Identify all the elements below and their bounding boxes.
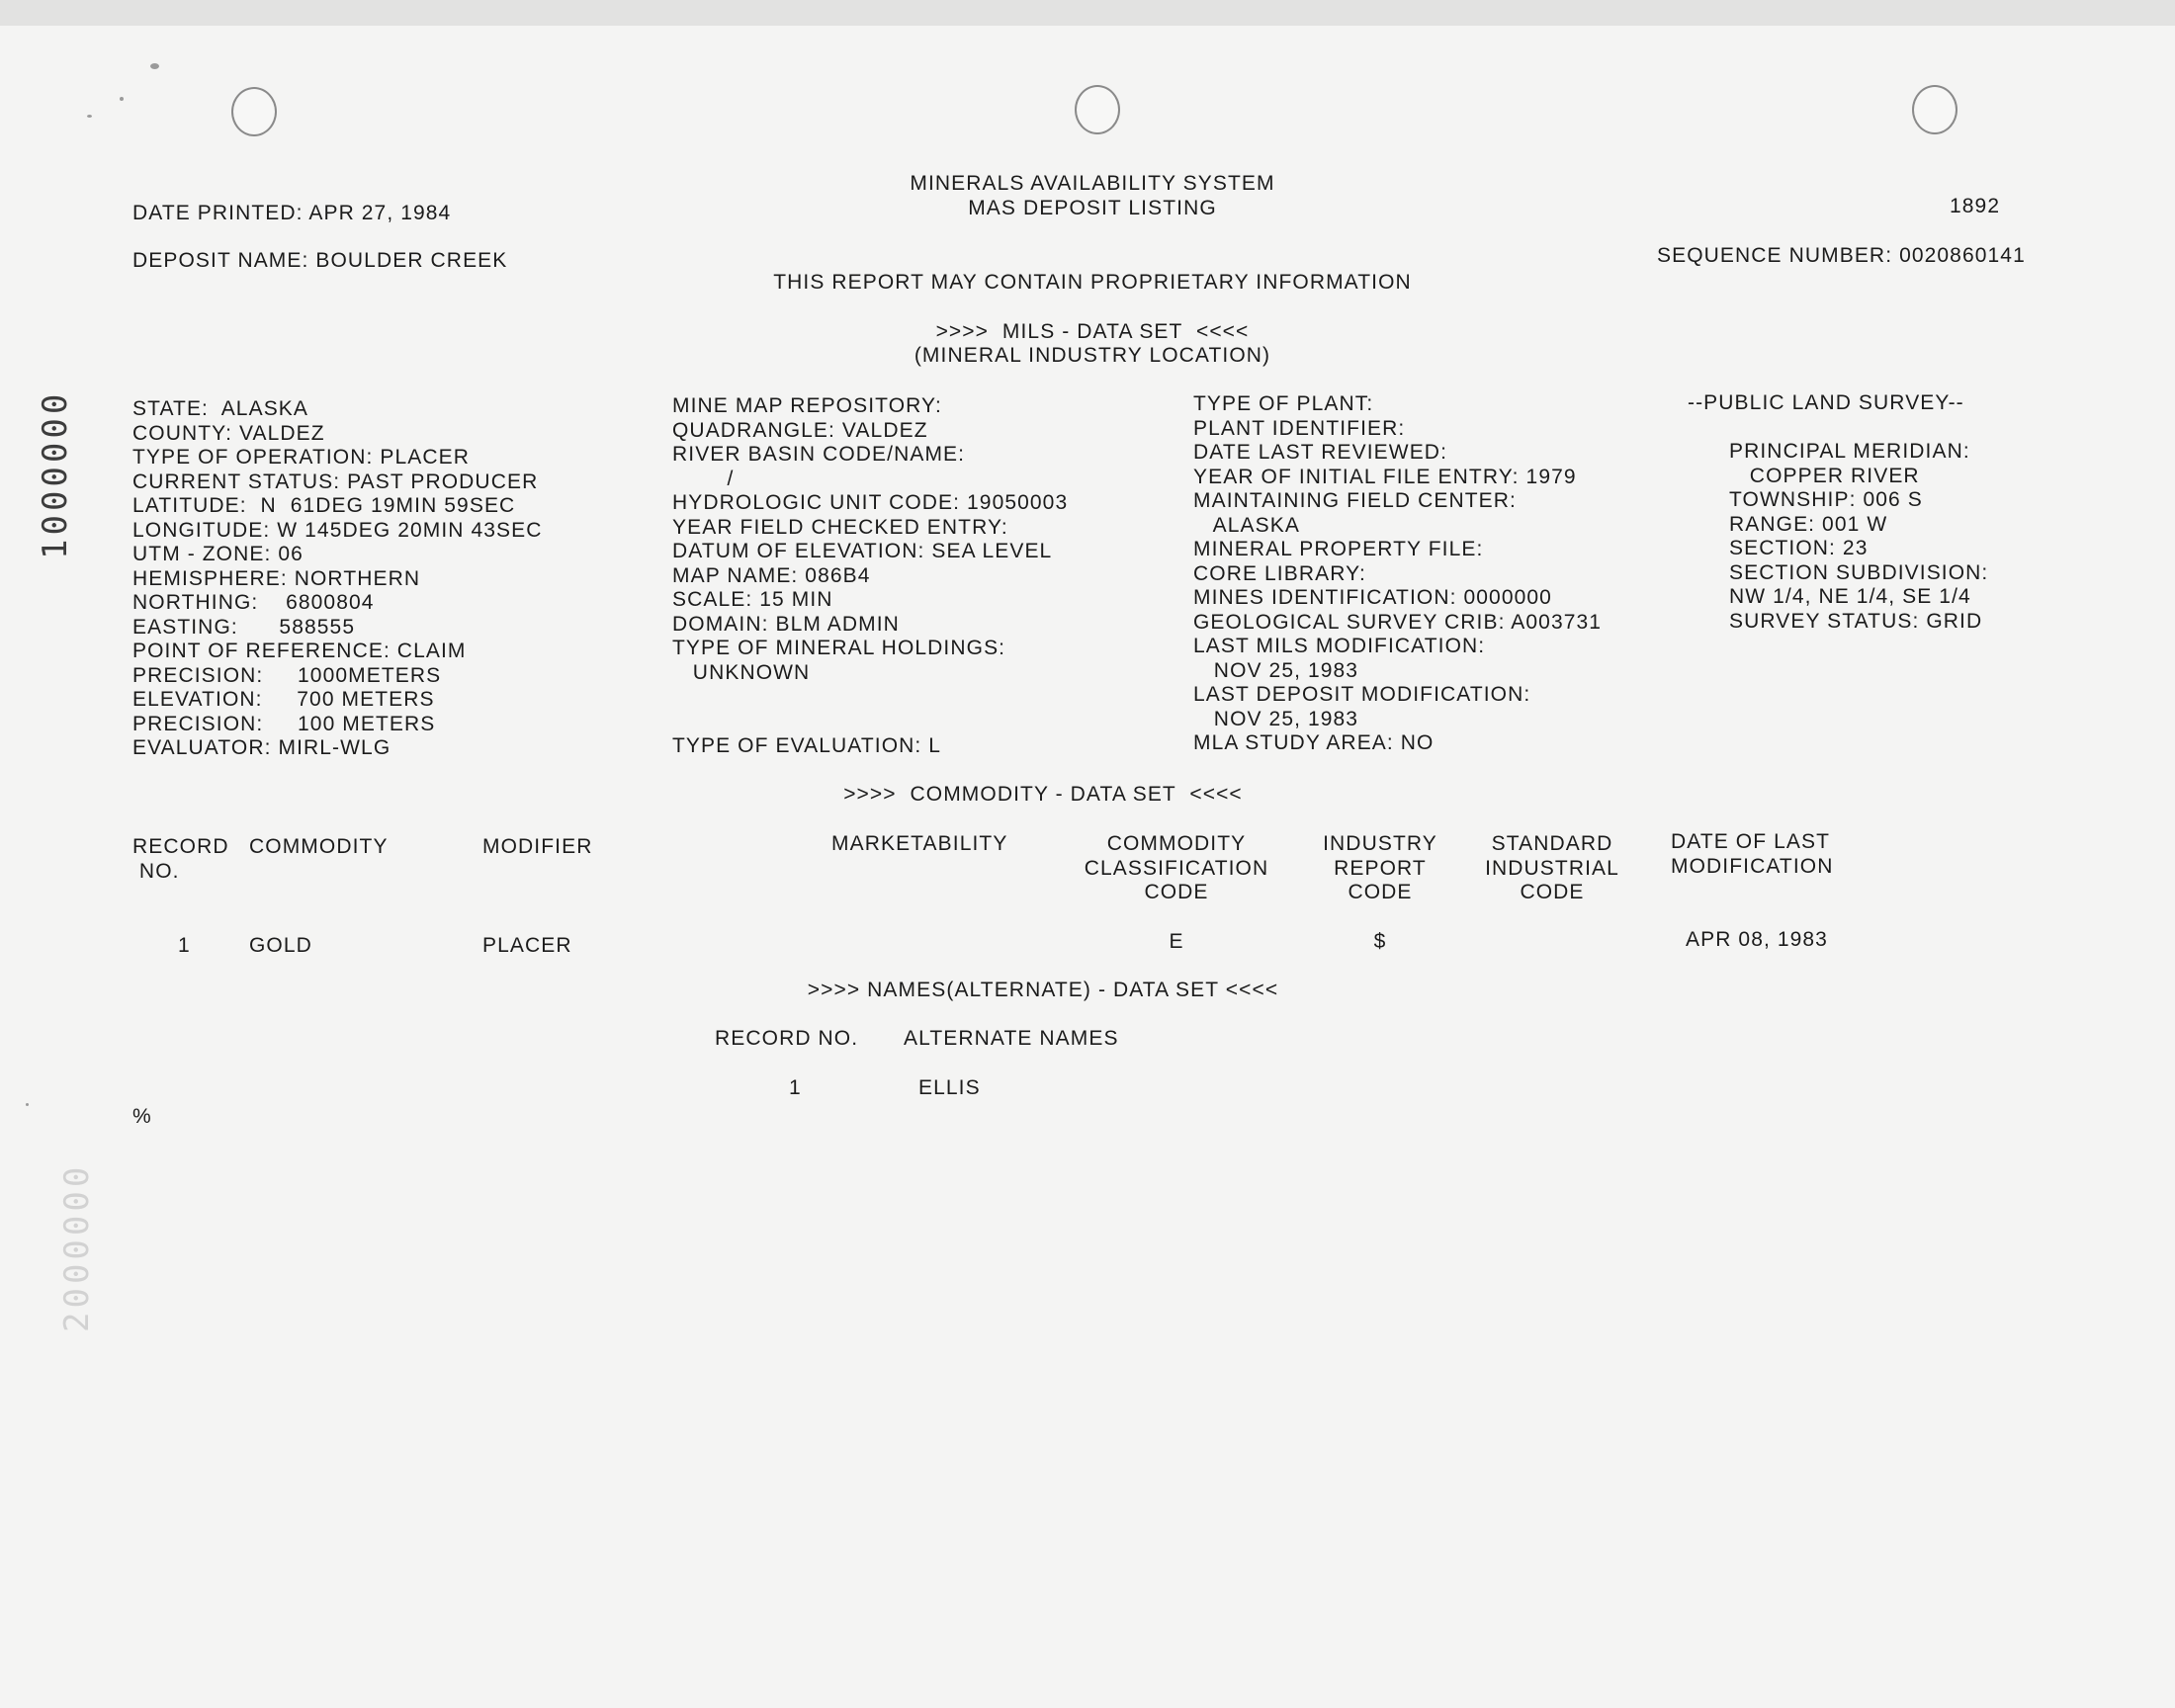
scan-speck [87, 115, 92, 118]
commodity-row-modifier: PLACER [482, 934, 572, 957]
commodity-header-modifier: MODIFIER [482, 835, 593, 858]
names-row-record-no: 1 [789, 1076, 802, 1099]
commodity-row-industry-report: $ [1373, 930, 1387, 953]
margin-stamp: 1000000 [36, 389, 75, 559]
system-title: MINERALS AVAILABILITY SYSTEM [910, 172, 1275, 195]
mils-map-column: MINE MAP REPOSITORY: QUADRANGLE: VALDEZ RIVER BASIN CODE/NAME: / HYDROLOGIC UNIT CODE: 19050003 YEAR FIELD CHECKED ENTRY: DATUM OF ELEVATION: SEA LEVEL MAP NAME: 086B4 SCALE: 15 MIN DOMAIN: BLM ADMIN TYPE OF MINERAL HOLDINGS: UNKNOWN [672, 394, 1069, 684]
footer-mark: % [132, 1105, 152, 1128]
sequence-number: SEQUENCE NUMBER: 0020860141 [1657, 244, 2026, 267]
names-header-record-no: RECORD NO. [715, 1027, 859, 1050]
mils-subheading: (MINERAL INDUSTRY LOCATION) [914, 344, 1271, 367]
scan-speck [120, 97, 124, 101]
names-row-alternate-name: ELLIS [918, 1076, 981, 1099]
commodity-row-classification: E [1169, 930, 1184, 953]
punch-hole-center [1075, 85, 1120, 134]
commodity-header-industry-report: INDUSTRY REPORT CODE [1323, 832, 1437, 903]
commodity-header-record-no: RECORD NO. [132, 835, 229, 883]
commodity-row-date-of-last-mod: APR 08, 1983 [1686, 928, 1828, 951]
scan-speck [150, 63, 159, 69]
public-land-survey-heading: --PUBLIC LAND SURVEY-- [1688, 391, 1964, 414]
mils-heading: >>>> MILS - DATA SET <<<< [935, 320, 1250, 343]
page-number: 1892 [1950, 195, 2001, 217]
commodity-header-commodity: COMMODITY [249, 835, 389, 858]
names-header-alternate-names: ALTERNATE NAMES [904, 1027, 1119, 1050]
scan-top-edge [0, 0, 2175, 26]
commodity-row-record-no: 1 [178, 934, 191, 957]
names-heading: >>>> NAMES(ALTERNATE) - DATA SET <<<< [807, 979, 1279, 1001]
proprietary-notice: THIS REPORT MAY CONTAIN PROPRIETARY INFORMATION [773, 271, 1412, 294]
margin-stamp-ghost: 2000000 [57, 1162, 97, 1332]
public-land-survey-column: PRINCIPAL MERIDIAN: COPPER RIVER TOWNSHIP: 006 S RANGE: 001 W SECTION: 23 SECTION SUBDIVISION: NW 1/4, NE 1/4, SE 1/4 SURVEY STATUS: GRID [1729, 440, 1989, 633]
commodity-heading: >>>> COMMODITY - DATA SET <<<< [843, 783, 1243, 806]
commodity-header-date-of-last-mod: DATE OF LAST MODIFICATION [1671, 830, 1834, 878]
punch-hole-right [1912, 85, 1958, 134]
commodity-header-standard-industrial: STANDARD INDUSTRIAL CODE [1485, 832, 1619, 903]
date-printed: DATE PRINTED: APR 27, 1984 [132, 202, 452, 224]
commodity-header-classification: COMMODITY CLASSIFICATION CODE [1084, 832, 1269, 903]
listing-title: MAS DEPOSIT LISTING [968, 197, 1217, 219]
type-of-evaluation: TYPE OF EVALUATION: L [672, 734, 942, 757]
deposit-name: DEPOSIT NAME: BOULDER CREEK [132, 249, 508, 272]
commodity-row-commodity: GOLD [249, 934, 312, 957]
scan-speck [26, 1103, 29, 1106]
mils-plant-column: TYPE OF PLANT: PLANT IDENTIFIER: DATE LAST REVIEWED: YEAR OF INITIAL FILE ENTRY: 1979 MAINTAINING FIELD CENTER: ALASKA MINERAL PROPERTY FILE: CORE LIBRARY: MINES IDENTIFICATION: 0000000 GEOLOGICAL SURVEY CRIB: A003731 LAST MILS MODIFICATION: NOV 25, 1983 LAST DEPOSIT MODIFICATION: NOV 25, 1983 MLA STUDY AREA: NO [1193, 392, 1603, 754]
punch-hole-left [231, 87, 277, 136]
commodity-header-marketability: MARKETABILITY [831, 832, 1008, 855]
mils-location-column: STATE: ALASKA COUNTY: VALDEZ TYPE OF OPERATION: PLACER CURRENT STATUS: PAST PRODUCER LATITUDE: N 61DEG 19MIN 59SEC LONGITUDE: W 145DEG 20MIN 43SEC UTM - ZONE: 06 HEMISPHERE: NORTHERN NORTHING: 6800804 EASTING: 588555 POINT OF REFERENCE: CLAIM PRECISION: 1000METERS ELEVATION: 700 METERS PRECISION: 100 METERS EVALUATOR: MIRL-WLG [132, 397, 543, 759]
